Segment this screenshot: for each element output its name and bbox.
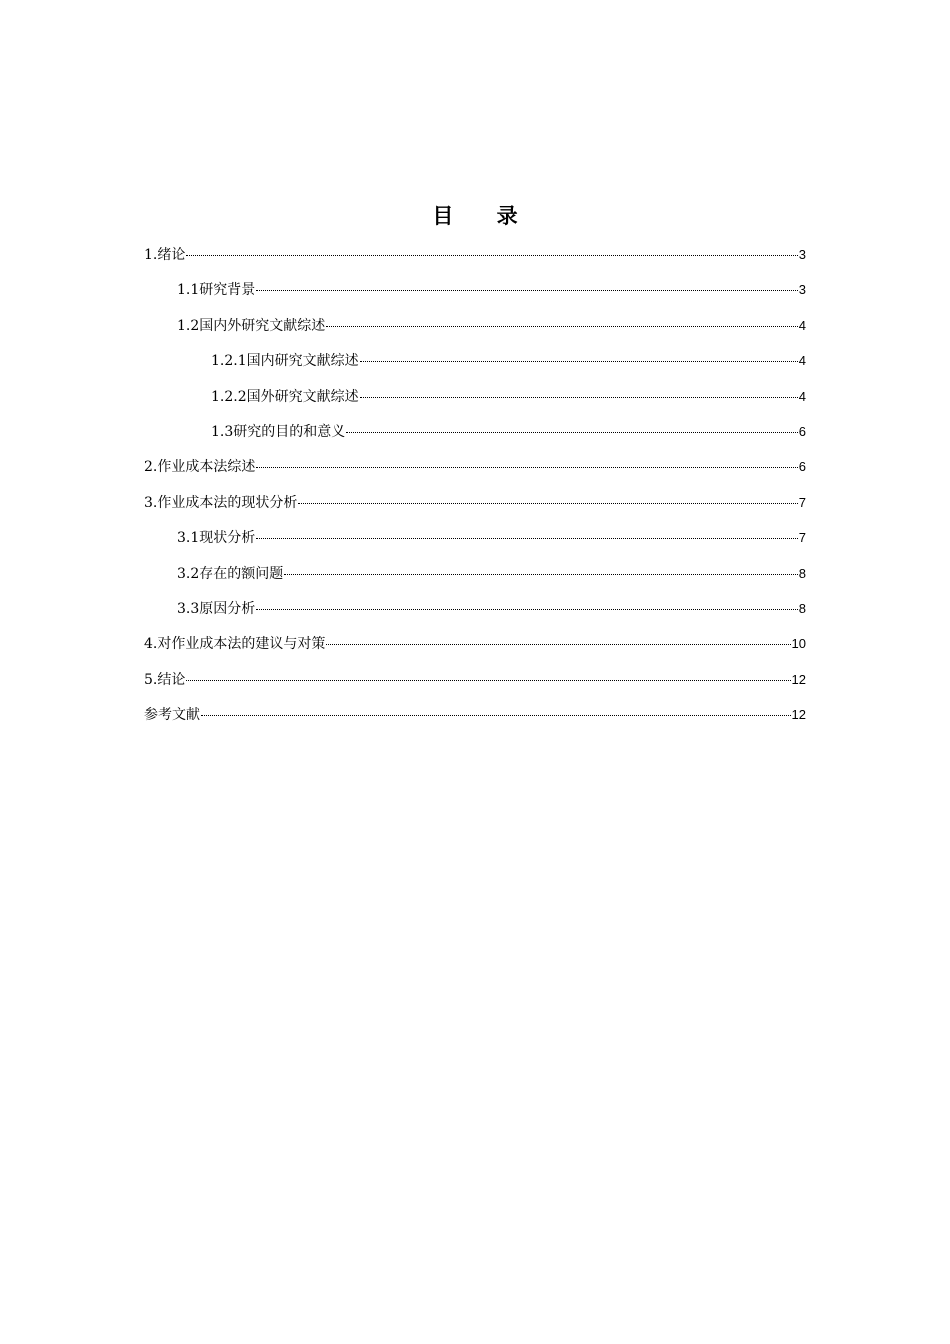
toc-entry[interactable]	[144, 520, 806, 555]
toc-page-number: 7	[798, 530, 806, 546]
toc-page-number: 3	[798, 282, 806, 298]
table-of-contents	[144, 237, 806, 732]
toc-page-number: 12	[791, 671, 806, 687]
toc-entry[interactable]	[144, 414, 806, 449]
toc-entry-label: 1.绪论	[144, 247, 186, 263]
toc-dot-leader	[360, 361, 798, 362]
toc-page-number: 8	[798, 565, 806, 581]
toc-entry[interactable]	[144, 272, 806, 307]
toc-dot-leader	[256, 290, 798, 291]
toc-entry[interactable]	[144, 556, 806, 591]
toc-entry[interactable]	[144, 237, 806, 272]
toc-entry[interactable]	[144, 662, 806, 697]
toc-entry-label: 1.1研究背景	[177, 282, 256, 299]
toc-dot-leader	[360, 397, 798, 398]
toc-page-number: 4	[798, 388, 806, 404]
toc-entry[interactable]	[144, 485, 806, 520]
toc-page-number: 8	[798, 600, 806, 616]
toc-dot-leader	[256, 609, 798, 610]
toc-page-number: 4	[798, 317, 806, 333]
toc-entry-label: 1.2国内外研究文献综述	[177, 317, 326, 334]
toc-entry[interactable]	[144, 591, 806, 626]
toc-entry[interactable]	[144, 697, 806, 732]
toc-dot-leader	[346, 432, 798, 433]
toc-entry-label: 5.结论	[144, 671, 186, 688]
toc-page-number: 10	[791, 636, 806, 652]
toc-page-number: 6	[798, 423, 806, 439]
toc-dot-leader	[256, 538, 798, 539]
toc-entry[interactable]	[144, 343, 806, 378]
toc-dot-leader	[298, 503, 797, 504]
toc-page-number: 4	[798, 353, 806, 369]
toc-entry-label: 3.2存在的额问题	[177, 565, 284, 582]
toc-entry-label: 3.1现状分析	[177, 530, 256, 547]
toc-entry-label: 3.3原因分析	[177, 600, 256, 617]
toc-entry-label: 3.作业成本法的现状分析	[144, 494, 298, 511]
toc-entry[interactable]	[144, 379, 806, 414]
toc-title: 目 录	[432, 204, 536, 228]
toc-entry[interactable]	[144, 308, 806, 343]
toc-entry[interactable]	[144, 449, 806, 484]
toc-page-number: 12	[791, 707, 806, 723]
toc-page-number: 3	[798, 247, 806, 262]
toc-dot-leader	[256, 467, 797, 468]
toc-entry-label: 参考文献	[144, 707, 200, 724]
toc-entry-label: 1.2.1国内研究文献综述	[211, 353, 359, 370]
toc-dot-leader	[284, 574, 798, 575]
toc-entry[interactable]	[144, 626, 806, 661]
toc-entry-label: 1.2.2国外研究文献综述	[211, 388, 359, 405]
toc-dot-leader	[201, 715, 791, 716]
toc-page-number: 7	[798, 494, 806, 510]
toc-entry-label: 2.作业成本法综述	[144, 459, 256, 476]
toc-page-number: 6	[798, 459, 806, 475]
toc-entry-label: 4.对作业成本法的建议与对策	[144, 636, 326, 653]
toc-dot-leader	[186, 255, 797, 256]
toc-dot-leader	[326, 644, 790, 645]
toc-dot-leader	[326, 326, 798, 327]
toc-entry-label: 1.3研究的目的和意义	[211, 423, 346, 440]
toc-dot-leader	[186, 680, 790, 681]
